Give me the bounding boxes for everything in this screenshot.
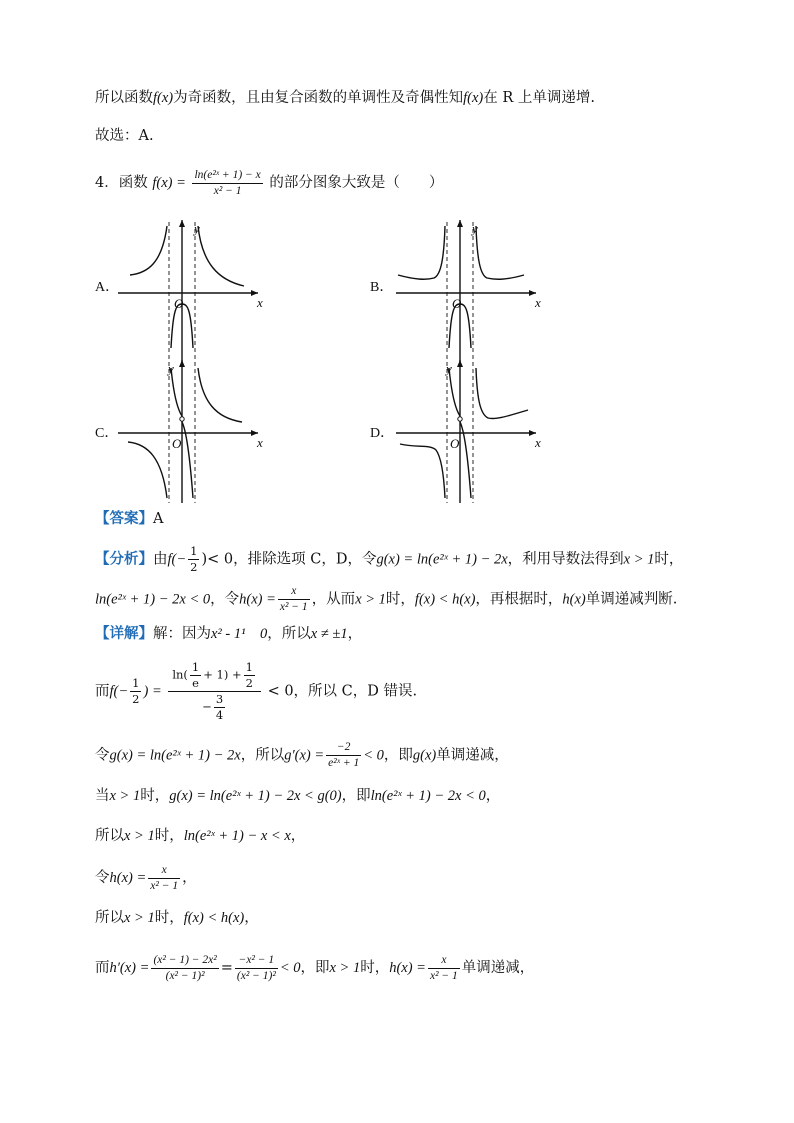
text-span: 所以函数 bbox=[95, 90, 153, 106]
curve-left bbox=[128, 442, 167, 498]
fraction-denominator: x² − 1 bbox=[429, 969, 458, 982]
math-expr: x > 1 bbox=[355, 591, 386, 608]
fraction-numerator: 1 bbox=[190, 544, 198, 558]
origin-label: O bbox=[174, 296, 184, 311]
math-expr: h(x) = bbox=[109, 870, 147, 886]
detail-line-8 bbox=[95, 948, 534, 988]
graph-a bbox=[118, 218, 268, 363]
text-span: ， bbox=[290, 828, 306, 844]
text-span: ， bbox=[347, 626, 363, 642]
text-span: ，再根据时， bbox=[475, 591, 563, 608]
math-expr: ln(e²ˣ + 1) − x < x bbox=[183, 828, 291, 844]
detail-line-7 bbox=[95, 908, 259, 928]
option-label-c: C． bbox=[95, 426, 119, 441]
question-number: 4．函数 bbox=[95, 175, 148, 191]
text-span: 单调递减， bbox=[461, 960, 535, 976]
y-axis-arrow bbox=[457, 220, 463, 227]
y-label: y bbox=[472, 221, 478, 236]
text-span: 所以 bbox=[95, 910, 124, 926]
fraction-denominator: e²ˣ + 1 bbox=[328, 757, 360, 769]
text-span: 所以 bbox=[95, 828, 124, 844]
detail-line-5 bbox=[95, 826, 305, 846]
choice-line: 故选：A. bbox=[95, 128, 154, 144]
text-span: + 1) + bbox=[203, 667, 242, 682]
text-span: − bbox=[202, 699, 212, 714]
math-expr: x > 1 bbox=[124, 828, 155, 844]
text-span: ， bbox=[244, 910, 259, 926]
answer-value: A bbox=[153, 511, 164, 527]
fraction bbox=[244, 660, 255, 691]
text-span: ln( bbox=[172, 667, 188, 682]
option-label-b: B． bbox=[370, 280, 394, 295]
math-expr: h′(x) = bbox=[109, 960, 150, 976]
text-span: 时， bbox=[140, 788, 170, 804]
x-label: x bbox=[535, 295, 541, 310]
text-span: 的部分图象大致是（ ） bbox=[269, 175, 444, 191]
option-label-d: D． bbox=[370, 426, 395, 441]
curve-right bbox=[476, 226, 524, 279]
math-expr: h(x) = bbox=[389, 960, 426, 976]
y-axis-arrow bbox=[179, 360, 185, 367]
fraction bbox=[151, 953, 218, 984]
text-span: 由 bbox=[153, 551, 168, 568]
fraction bbox=[190, 660, 201, 691]
math-expr: f(− bbox=[109, 683, 129, 700]
fraction bbox=[130, 676, 141, 707]
math-expr: g(x) bbox=[412, 747, 437, 764]
detail-tag: 【详解】 bbox=[95, 626, 153, 642]
math-expr: f(x) < h(x) bbox=[414, 591, 476, 608]
origin-label: O bbox=[452, 296, 462, 311]
math-expr: x² - 1¹ 0 bbox=[211, 626, 268, 642]
curve-left bbox=[400, 444, 445, 498]
text-span: 单调递减， bbox=[436, 747, 509, 764]
text-span: ，即 bbox=[341, 788, 371, 804]
math-expr: f(x) bbox=[153, 90, 174, 106]
text-span: ，所以 bbox=[240, 747, 285, 764]
answer-tag: 【答案】 bbox=[95, 511, 153, 527]
fraction bbox=[235, 953, 278, 984]
graph-c bbox=[118, 358, 268, 503]
fraction-numerator: −2 bbox=[326, 740, 361, 756]
fraction bbox=[148, 863, 180, 894]
graph-b bbox=[396, 218, 546, 363]
detail-line-3 bbox=[95, 740, 509, 771]
text-span: ，即 bbox=[300, 960, 330, 976]
detail-line-4 bbox=[95, 786, 500, 806]
detail-line-6 bbox=[95, 862, 197, 894]
detail-line-2 bbox=[95, 660, 417, 723]
text-span: 解：因为 bbox=[153, 626, 211, 642]
math-expr: < 0 bbox=[279, 960, 301, 976]
math-expr: < 0 bbox=[363, 747, 384, 764]
fraction-numerator bbox=[168, 660, 261, 692]
open-point bbox=[458, 417, 462, 421]
math-expr: ) = bbox=[143, 683, 162, 700]
x-label: x bbox=[535, 435, 541, 450]
text-span: 令 bbox=[95, 747, 110, 764]
fraction-denominator: (x² − 1)² bbox=[165, 969, 205, 982]
math-expr: g(x) = ln(e²ˣ + 1) − 2x < g(0) bbox=[169, 788, 342, 804]
curve-right bbox=[198, 368, 242, 422]
fraction-numerator: x bbox=[278, 584, 310, 600]
fraction-denominator: x² − 1 bbox=[213, 184, 242, 197]
fraction-denominator: e bbox=[192, 676, 199, 690]
question-4 bbox=[95, 166, 443, 200]
text-span: 在 R 上单调递增. bbox=[483, 90, 595, 106]
fraction-numerator: 3 bbox=[215, 692, 224, 706]
text-span: 而 bbox=[95, 960, 110, 976]
option-label-a: A． bbox=[95, 280, 120, 295]
math-expr: h(x) = bbox=[239, 591, 276, 608]
math-expr: f(x) bbox=[463, 90, 484, 106]
y-axis-arrow bbox=[179, 220, 185, 227]
text-span: ，即 bbox=[383, 747, 413, 764]
math-expr: g(x) = ln(e²ˣ + 1) − 2x bbox=[376, 551, 508, 568]
text-span: 时， bbox=[154, 910, 184, 926]
fraction-numerator: 1 bbox=[245, 660, 253, 674]
text-span: 为奇函数，且由复合函数的单调性及奇偶性知 bbox=[173, 90, 464, 106]
text-line-odd-function bbox=[95, 88, 595, 108]
text-span: )< 0，排除选项 C，D，令 bbox=[201, 551, 377, 568]
math-expr: f(− bbox=[167, 551, 187, 568]
curve-right bbox=[476, 368, 528, 419]
fraction-numerator: x bbox=[148, 863, 180, 879]
text-span: 而 bbox=[95, 683, 110, 700]
y-label: y bbox=[194, 221, 200, 236]
x-label: x bbox=[257, 435, 263, 450]
math-expr: x > 1 bbox=[109, 788, 141, 804]
fraction-denominator: 4 bbox=[215, 708, 224, 722]
text-span: ， bbox=[485, 788, 501, 804]
text-span: = bbox=[220, 960, 233, 976]
y-label: y bbox=[168, 361, 174, 376]
math-expr: ln(e²ˣ + 1) − 2x < 0 bbox=[95, 591, 211, 608]
text-span: ，从而 bbox=[311, 591, 356, 608]
fraction-denominator: 2 bbox=[245, 676, 253, 690]
math-expr: ln(e²ˣ + 1) − 2x < 0 bbox=[370, 788, 486, 804]
fraction-denominator: 2 bbox=[132, 692, 140, 706]
x-label: x bbox=[257, 295, 263, 310]
y-axis-arrow bbox=[457, 360, 463, 367]
big-fraction bbox=[168, 660, 261, 723]
fraction bbox=[428, 953, 460, 984]
fraction bbox=[214, 692, 225, 723]
text-span: 时， bbox=[154, 828, 184, 844]
text-span: 时， bbox=[654, 551, 684, 568]
fraction-denominator bbox=[168, 692, 261, 723]
text-span: 时， bbox=[360, 960, 390, 976]
fraction bbox=[192, 168, 262, 199]
math-expr: h(x) bbox=[562, 591, 586, 608]
origin-label: O bbox=[450, 436, 460, 451]
fraction-denominator: x² − 1 bbox=[279, 601, 308, 613]
open-point bbox=[180, 417, 184, 421]
y-label: y bbox=[446, 361, 452, 376]
math-expr: x > 1 bbox=[329, 960, 361, 976]
analysis-tag: 【分析】 bbox=[95, 551, 153, 568]
text-span: < 0，所以 C，D 错误. bbox=[267, 683, 418, 700]
graph-d bbox=[396, 358, 546, 503]
text-span: ， bbox=[182, 870, 197, 886]
origin-label: O bbox=[172, 436, 182, 451]
fraction-denominator: 2 bbox=[190, 560, 198, 574]
fraction bbox=[326, 740, 361, 771]
fraction-numerator: 1 bbox=[132, 676, 140, 690]
text-span: 单调递减判断. bbox=[585, 591, 678, 608]
math-expr: g(x) = ln(e²ˣ + 1) − 2x bbox=[109, 747, 241, 764]
math-expr: f(x) = bbox=[152, 175, 186, 191]
curve-left bbox=[130, 226, 167, 275]
fraction bbox=[188, 544, 199, 575]
text-span: 当 bbox=[95, 788, 110, 804]
text-span: 时， bbox=[385, 591, 415, 608]
text-span: ，令 bbox=[210, 591, 240, 608]
math-expr: x > 1 bbox=[623, 551, 655, 568]
fraction-numerator: −x² − 1 bbox=[235, 953, 278, 969]
math-expr: x ≠ ±1 bbox=[310, 626, 348, 642]
detail-line-1 bbox=[95, 624, 362, 644]
text-span: ，利用导数法得到 bbox=[507, 551, 624, 568]
fraction-numerator: x bbox=[428, 953, 460, 969]
analysis-line-2 bbox=[95, 584, 677, 615]
math-expr: g′(x) = bbox=[284, 747, 325, 764]
analysis-line-1 bbox=[95, 544, 683, 575]
text-span: 令 bbox=[95, 870, 110, 886]
math-expr: x > 1 bbox=[124, 910, 155, 926]
fraction-numerator: 1 bbox=[191, 660, 200, 674]
fraction-denominator: x² − 1 bbox=[150, 879, 179, 892]
fraction bbox=[278, 584, 310, 615]
fraction-numerator: (x² − 1) − 2x² bbox=[151, 953, 218, 969]
answer-line bbox=[95, 509, 163, 529]
fraction-numerator: ln(e²ˣ + 1) − x bbox=[192, 168, 262, 184]
curve-right bbox=[198, 226, 244, 286]
math-expr: f(x) < h(x) bbox=[183, 910, 245, 926]
fraction-denominator: (x² − 1)² bbox=[236, 969, 276, 982]
text-span: ，所以 bbox=[267, 626, 311, 642]
curve-left bbox=[398, 226, 445, 279]
